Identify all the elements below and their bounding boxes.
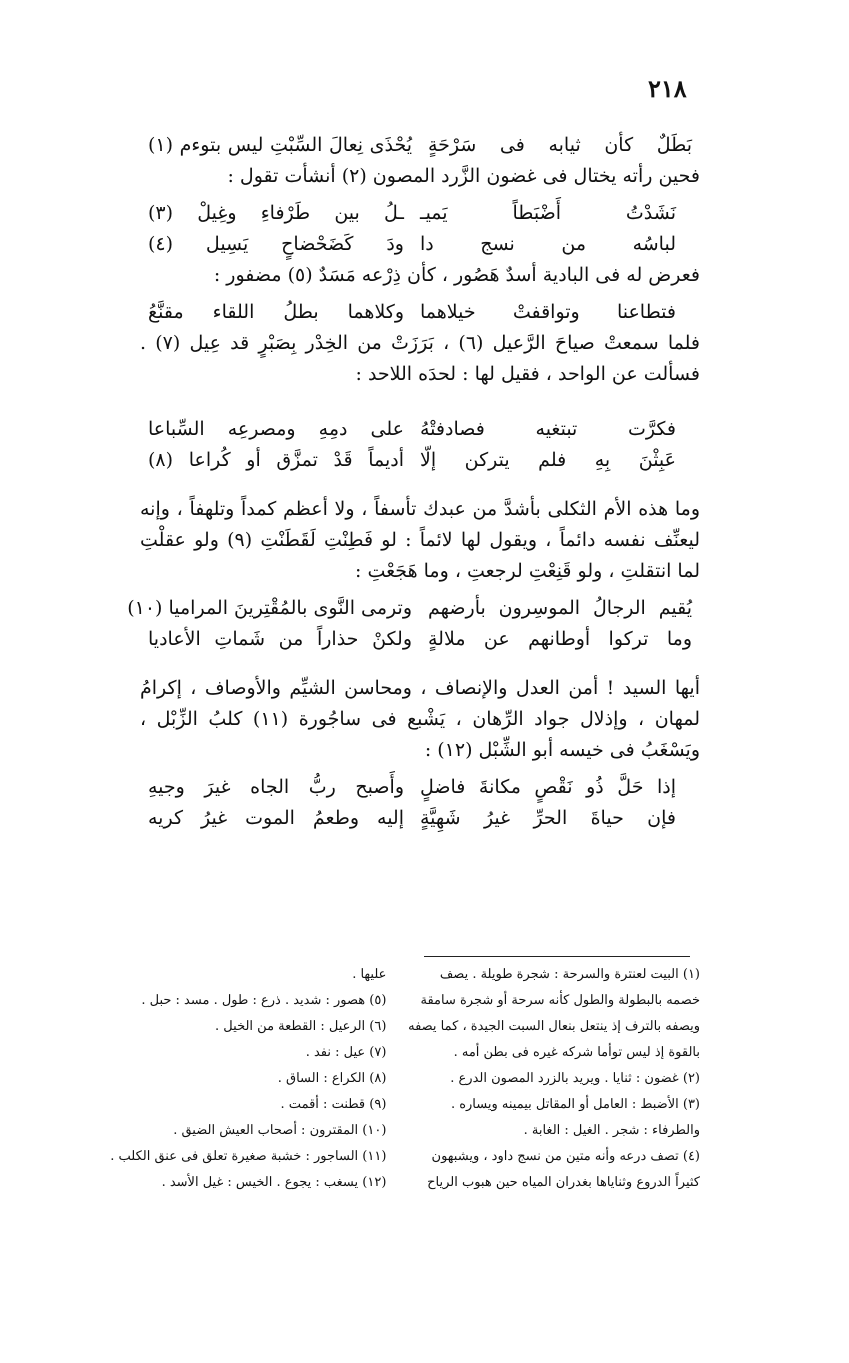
main-text — [127, 130, 701, 834]
verse-hemistich: ـلُ بين طَرْفاءِ وغِيلْ (٣) — [148, 202, 404, 224]
footnote-text: والطرفاء : شجر . الغيل : الغابة . — [523, 1123, 700, 1138]
verse-hemistich: وأَصبح ربُّ الجاه غيرَ وجيهِ — [148, 776, 404, 798]
verse-hemistich: فتطاعنا وتواقفتْ خيلاهما — [420, 301, 676, 323]
footnote-text: (٣) الأضبط : العامل أو المقاتل بيمينه ويساره . — [450, 1097, 700, 1112]
footnotes — [110, 962, 700, 1196]
footnote-text: (١٠) المقترون : أصحاب العيش الضيق . — [173, 1123, 387, 1138]
footnote-text: خصمه بالبطولة والطول كأنه سرحة أو شجرة سامقة — [420, 993, 700, 1008]
spacer — [140, 396, 700, 414]
verse-hemistich: ودَ كَضَحْضاحٍ يَسِيل (٤) — [148, 233, 404, 255]
verse-hemistich: أديماً قَدْ تمزَّق أو كُراعا (٨) — [148, 449, 404, 471]
footnote-line — [140, 988, 700, 1014]
verse-hemistich: فكرَّت تبتغيه فصادفتْهُ — [420, 418, 676, 440]
footnote-text: (٥) هصور : شديد . ذرع : طول . مسد : حبل . — [141, 993, 387, 1008]
footnote-text: (٩) قطنت : أقمت . — [280, 1097, 387, 1112]
verse-hemistich: فإن حياةَ الحرِّ غيرُ شَهِيَّةٍ — [420, 807, 676, 829]
prose-paragraph: فحين رأته يختال فى غضون الزَّرد المصون (٢) أنشأت تقول : — [227, 165, 700, 187]
verse-line — [140, 803, 700, 834]
spacer — [140, 655, 700, 673]
footnote-text: (١) البيت لعنترة والسرحة : شجرة طويلة . يصف — [439, 967, 700, 982]
verse-hemistich: نَشَدْتُ أَضْبَطاً يَميـ — [420, 202, 676, 224]
verse-hemistich: بَطَلٌ كأن ثيابه فى سَرْحَةٍ — [428, 134, 692, 156]
spacer — [140, 476, 700, 494]
verse-hemistich: وكلاهما بطلُ اللقاء مقنَّعُ — [148, 301, 404, 323]
footnote-line — [140, 1092, 700, 1118]
footnote-line — [140, 1170, 700, 1196]
footnote-text: (١١) الساجور : خشبة صغيرة تعلق فى عنق الكلب . — [110, 1149, 387, 1164]
prose-paragraph: فعرض له فى البادية أسدٌ هَصُور ، كأن ذِرْعه مَسَدٌ (٥) مضفور : — [213, 264, 700, 286]
verse-hemistich: وما تركوا أوطانهم عن ملالةٍ — [428, 628, 692, 650]
verse-line — [140, 445, 700, 476]
verse-line — [140, 297, 700, 328]
prose-paragraph: أيها السيد ! أمن العدل والإنصاف ، ومحاسن الشيِّم والأوصاف ، إكرامُ لمهان ، وإذلال جواد الرِّهان ، يَشْبع فى ساجُورة (١١) كلبُ الزِّبْل ، ويَسْغَبُ فى خيسه أبو الشِّبْل (١٢) : — [140, 677, 700, 761]
verse-hemistich: وترمى النَّوى بالمُقْتِرينَ المراميا (١٠) — [127, 597, 412, 619]
prose-paragraph: وما هذه الأم الثكلى بأشدَّ من عبدك تأسفاً ، ولا أعظم كمداً وتلهفاً ، وإنه ليعنِّف نفسه دائماً ، ويقول لها لائماً : لو فَطِنْتِ لَقَطَنْتِ (٩) ولو عقلْتِ لما انتقلتِ ، ولو قَنِعْتِ لرجعتِ ، وما هَجَعْتِ : — [140, 498, 700, 582]
verse-line — [140, 229, 700, 260]
prose-paragraph: فلما سمعتْ صياحَ الرَّعيل (٦) ، بَرَزَتْ من الخِدْر بِصَبْرٍ قد عِيل (٧) . فسألت عن الواحد ، فقيل لها : لحدَه اللاحد : — [140, 332, 701, 385]
verse-line — [140, 414, 700, 445]
footnote-line — [140, 962, 700, 988]
footnote-text: (٨) الكراع : الساق . — [277, 1071, 387, 1086]
footnote-line — [140, 1066, 700, 1092]
footnote-text: عليها . — [352, 967, 387, 982]
footnote-text: (٤) تصف درعه وأنه متين من نسج داود ، ويشبهون — [431, 1149, 700, 1164]
verse-line — [140, 198, 700, 229]
verse-hemistich: يُقيم الرجالُ الموسِرون بأرضهم — [428, 597, 692, 619]
verse-line — [140, 130, 700, 161]
footnote-text: كثيراً الدروع وثناياها بغدران المياه حين هبوب الرياح — [427, 1175, 700, 1190]
footnote-text: (١٢) يسغب : يجوع . الخيس : غيل الأسد . — [161, 1175, 387, 1190]
verse-line — [127, 593, 700, 624]
verse-hemistich: لباسُه من نسج دا — [420, 233, 676, 255]
verse-line — [140, 624, 700, 655]
footnote-text: بالقوة إذ ليس توأما شركه غيره فى بطن أمه . — [453, 1045, 700, 1060]
verse-hemistich: عَبِثْنَ بِهِ فلم يتركن إلّا — [420, 449, 676, 471]
page-number: ٢١٨ — [648, 74, 687, 103]
verse-hemistich: ولكنْ حذاراً من شَماتِ الأعاديا — [148, 628, 412, 650]
footnote-line — [140, 1118, 700, 1144]
footnote-text: (٧) عيل : نفد . — [305, 1045, 387, 1060]
footnote-divider — [424, 956, 690, 957]
verse-line — [140, 772, 700, 803]
footnote-text: ويصفه بالترف إذ ينتعل بنعال السبت الجيدة ، كما يصفه — [408, 1019, 700, 1034]
footnote-text: (٦) الرعيل : القطعة من الخيل . — [215, 1019, 387, 1034]
verse-hemistich: إليه وطعمُ الموت غيرُ كريه — [148, 807, 404, 829]
verse-hemistich: يُحْذَى نِعالَ السِّبْتِ ليس بتوءم (١) — [148, 134, 412, 156]
verse-hemistich: على دمِهِ ومصرعِه السِّباعا — [148, 418, 404, 440]
footnote-text: (٢) غضون : ثنايا . ويريد بالزرد المصون الدرع . — [450, 1071, 700, 1086]
verse-hemistich: إذا حَلَّ ذُو نَقْصٍ مكانةَ فاضلٍ — [420, 776, 676, 798]
footnote-line — [110, 1144, 700, 1170]
footnote-line — [140, 1040, 700, 1066]
footnote-line — [140, 1014, 700, 1040]
